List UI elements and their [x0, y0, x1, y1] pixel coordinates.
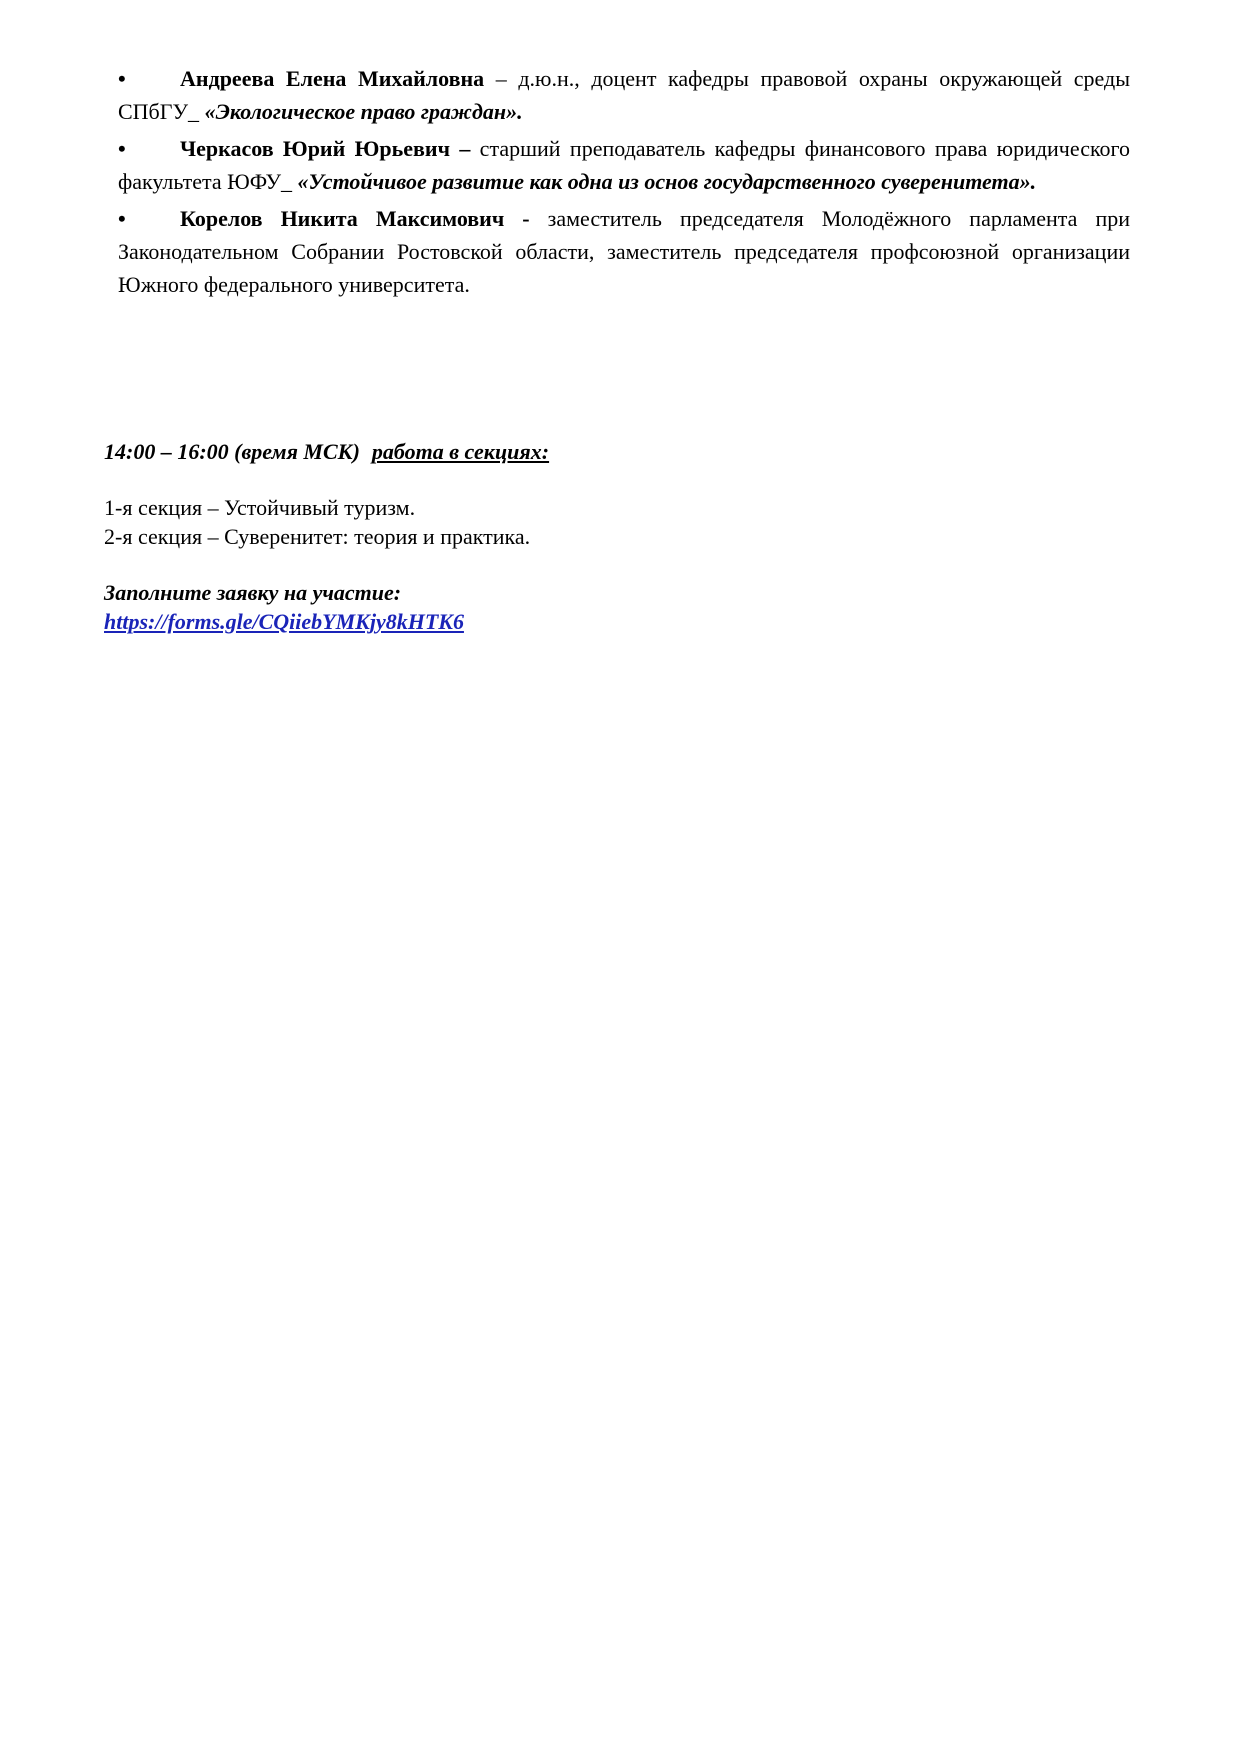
speaker-topic: «Экологическое право граждан». — [204, 99, 523, 124]
speaker-list — [118, 62, 1130, 305]
speaker-item — [118, 202, 1130, 301]
application-label: Заполните заявку на участие: — [104, 580, 402, 605]
speaker-description: – д.ю.н., доцент кафедры правовой охраны окружающей среды СПбГУ_ — [118, 66, 1130, 124]
speaker-description: старший преподаватель кафедры финансового права юридического факультета ЮФУ_ — [118, 136, 1130, 194]
section-list — [104, 493, 530, 551]
speaker-description: заместитель председателя Молодёжного парламента при Законодательном Собрании Ростовской области, заместитель председателя профсоюзной организации Южного федерального университета. — [118, 206, 1130, 297]
speaker-name: Черкасов Юрий Юрьевич – — [180, 136, 471, 161]
speaker-topic: «Устойчивое развитие как одна из основ государственного суверенитета». — [297, 169, 1037, 194]
bullet-icon: • — [118, 66, 126, 91]
bullet-icon: • — [118, 206, 126, 231]
application-block — [104, 578, 464, 636]
section-item: 1-я секция – Устойчивый туризм. — [104, 495, 416, 520]
section-item: 2-я секция – Суверенитет: теория и практика. — [104, 524, 531, 549]
bullet-icon: • — [118, 136, 126, 161]
speaker-name: Андреева Елена Михайловна — [180, 66, 485, 91]
schedule-label: работа в секциях: — [371, 439, 550, 464]
schedule-heading — [104, 437, 549, 467]
application-link[interactable]: https://forms.gle/CQiiebYMKjy8kHTK6 — [104, 609, 464, 634]
speaker-name: Корелов Никита Максимович - — [180, 206, 530, 231]
schedule-time: 14:00 – 16:00 (время МСК) — [104, 439, 360, 464]
speaker-item — [118, 62, 1130, 128]
speaker-item — [118, 132, 1130, 198]
